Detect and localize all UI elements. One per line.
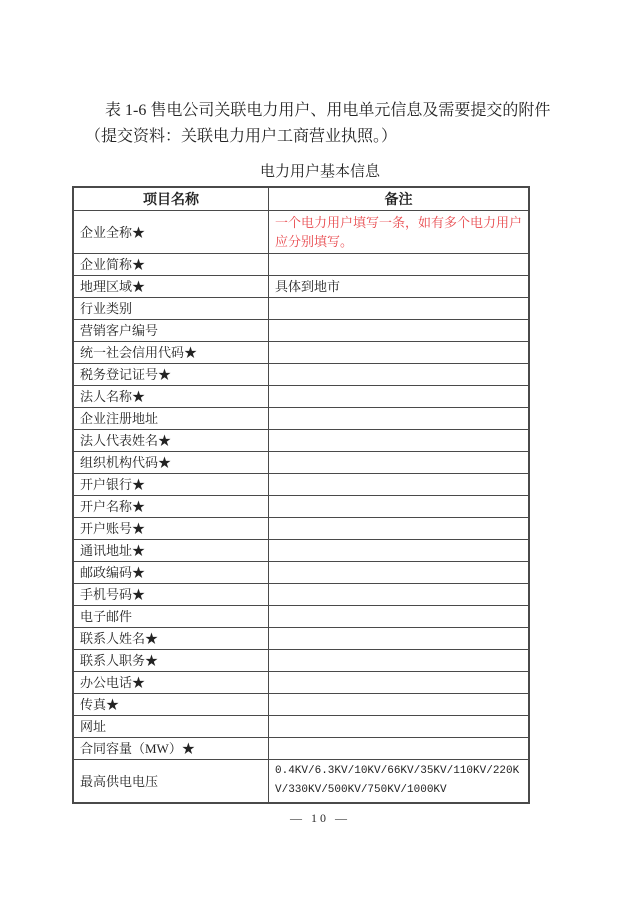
table-row [73,276,529,298]
table-row [73,364,529,386]
table-row [73,738,529,760]
table-row [73,650,529,672]
table-row [73,628,529,650]
remark-cell [269,298,530,320]
table-row [73,716,529,738]
item-name-cell: 网址 [73,716,269,738]
table-caption: 电力用户基本信息 [259,164,380,180]
table-row [73,584,529,606]
remark-cell [269,672,530,694]
table-row [73,694,529,716]
item-name-cell: 法人代表姓名★ [73,430,269,452]
item-name-cell: 办公电话★ [73,672,269,694]
item-name-cell: 行业类别 [73,298,269,320]
table-row [73,298,529,320]
remark-cell [269,584,530,606]
item-name-cell: 联系人姓名★ [73,628,269,650]
power-user-info-table [72,186,530,804]
table-row [73,606,529,628]
remark-cell [269,408,530,430]
item-name-cell: 企业全称★ [73,211,269,254]
remark-cell [269,430,530,452]
table-row [73,474,529,496]
item-name-cell: 营销客户编号 [73,320,269,342]
table-row [73,408,529,430]
item-name-cell: 最高供电电压 [73,760,269,804]
item-name-cell: 开户账号★ [73,518,269,540]
header-remark: 备注 [269,187,530,211]
table-row [73,386,529,408]
remark-cell [269,716,530,738]
remark-cell [269,452,530,474]
table-row [73,452,529,474]
item-name-cell: 统一社会信用代码★ [73,342,269,364]
item-name-cell: 企业注册地址 [73,408,269,430]
item-name-cell: 法人名称★ [73,386,269,408]
item-name-cell: 地理区域★ [73,276,269,298]
remark-cell [269,364,530,386]
remark-cell [269,562,530,584]
table-row [73,672,529,694]
remark-cell [269,738,530,760]
remark-cell [269,474,530,496]
table-row [73,562,529,584]
remark-cell: 具体到地市 [269,276,530,298]
table-row [73,211,529,254]
remark-cell: 0.4KV/6.3KV/10KV/66KV/35KV/110KV/220KV/330KV/500KV/750KV/1000KV [269,760,530,804]
remark-cell [269,650,530,672]
table-header-row [73,187,529,211]
item-name-cell: 税务登记证号★ [73,364,269,386]
remark-cell [269,606,530,628]
table-row [73,320,529,342]
remark-cell [269,254,530,276]
remark-cell [269,496,530,518]
item-name-cell: 开户银行★ [73,474,269,496]
remark-cell [269,694,530,716]
item-name-cell: 手机号码★ [73,584,269,606]
table-row [73,540,529,562]
item-name-cell: 联系人职务★ [73,650,269,672]
table-row [73,760,529,804]
doc-title [85,98,585,150]
doc-title-line1: 表 1-6 售电公司关联电力用户、用电单元信息及需要提交的附件 [105,102,551,119]
table-row [73,430,529,452]
remark-cell [269,518,530,540]
remark-cell [269,540,530,562]
remark-cell [269,386,530,408]
remark-cell [269,628,530,650]
item-name-cell: 邮政编码★ [73,562,269,584]
item-name-cell: 组织机构代码★ [73,452,269,474]
page-number: — 10 — [290,811,350,825]
item-name-cell: 开户名称★ [73,496,269,518]
item-name-cell: 传真★ [73,694,269,716]
remark-cell [269,342,530,364]
item-name-cell: 电子邮件 [73,606,269,628]
remark-cell: 一个电力用户填写一条，如有多个电力用户应分别填写。 [269,211,530,254]
item-name-cell: 通讯地址★ [73,540,269,562]
doc-title-line2: （提交资料：关联电力用户工商营业执照。） [85,128,398,145]
item-name-cell: 企业简称★ [73,254,269,276]
header-item-name: 项目名称 [73,187,269,211]
table-row [73,496,529,518]
table-row [73,254,529,276]
item-name-cell: 合同容量（MW）★ [73,738,269,760]
table-row [73,342,529,364]
remark-cell [269,320,530,342]
table-row [73,518,529,540]
